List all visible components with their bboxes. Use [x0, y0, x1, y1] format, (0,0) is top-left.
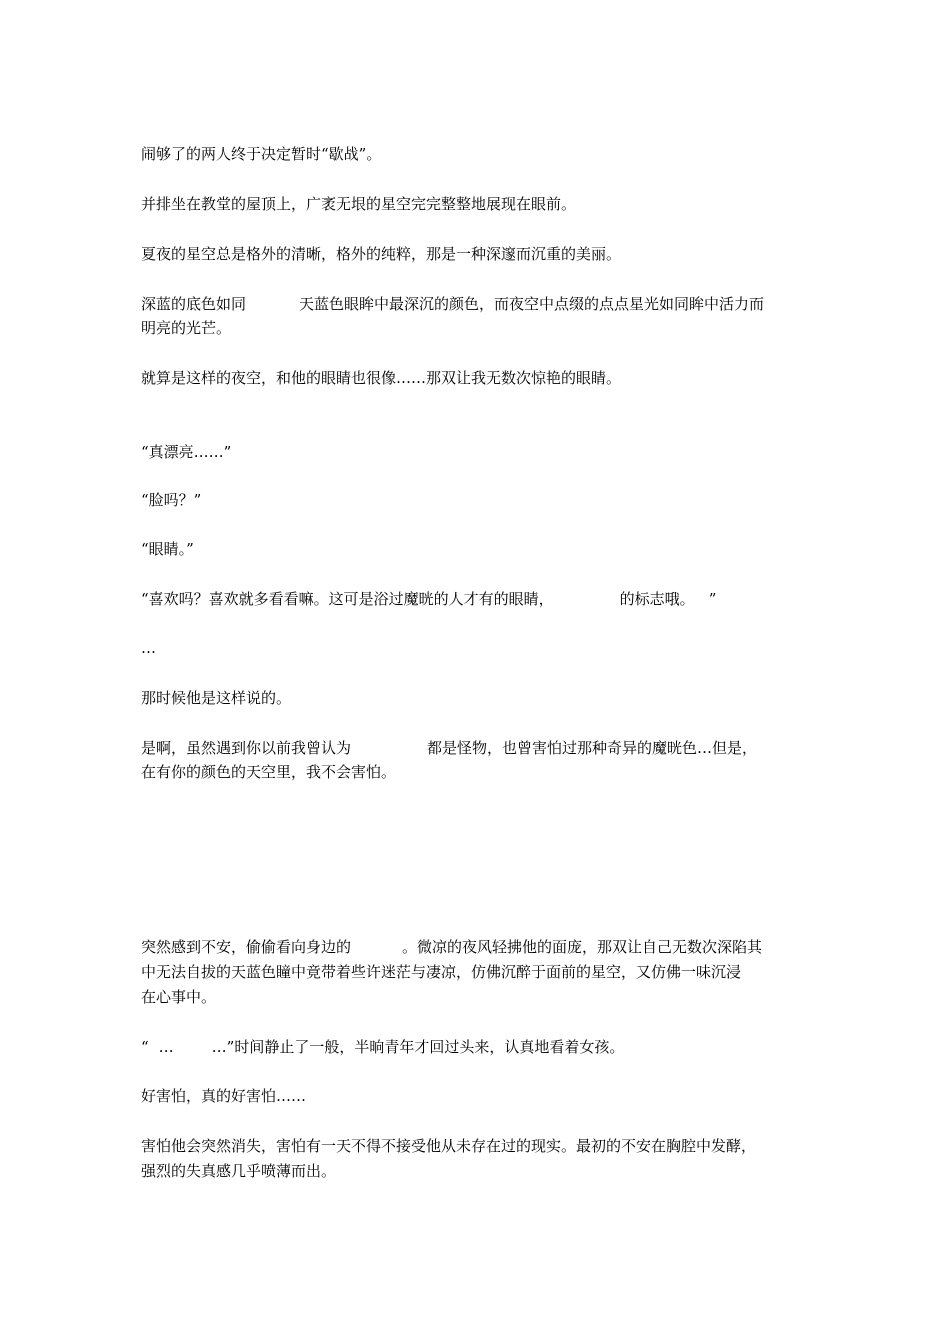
text-line: 那时候他是这样说的。 [141, 689, 292, 707]
text-line: “脸吗？” [141, 491, 202, 509]
text-line: 突然感到不安，偷偷看向身边的 [141, 938, 352, 956]
paragraph-11-line-1 [141, 1136, 821, 1156]
text-line: 在心事中。 [141, 988, 217, 1006]
text-line: 。微凉的夜风轻拂他的面庞，那双让自己无数次深陷其 [402, 938, 763, 956]
paragraph-8-line-2 [141, 962, 821, 982]
text-line: 在有你的颜色的天空里，我不会害怕。 [141, 763, 397, 781]
text-line: “ [141, 1038, 149, 1056]
paragraph-11-line-2 [141, 1161, 821, 1181]
paragraph-8-line-3 [141, 987, 821, 1007]
paragraph-4-line-2 [141, 318, 821, 338]
dialogue-2 [141, 490, 821, 510]
paragraph-6 [141, 688, 821, 708]
paragraph-8-line-1 [141, 937, 821, 957]
dialogue-1 [141, 442, 821, 462]
dialogue-3 [141, 539, 821, 559]
text-line: 夏夜的星空总是格外的清晰，格外的纯粹，那是一种深邃而沉重的美丽。 [141, 245, 622, 263]
text-line: ” [708, 590, 717, 608]
text-line: “喜欢吗？喜欢就多看看嘛。这可是浴过魔晄的人才有的眼睛， [141, 590, 554, 608]
text-line: 是啊，虽然遇到你以前我曾认为 [141, 739, 352, 757]
text-line: 闹够了的两人终于决定暂时“歇战”。 [141, 145, 382, 163]
text-line: …”时间静止了一般，半晌青年才回过头来，认真地看着女孩。 [211, 1038, 625, 1056]
text-line: 就算是这样的夜空，和他的眼睛也很像……那双让我无数次惊艳的眼睛。 [141, 369, 622, 387]
paragraph-2 [141, 194, 821, 214]
text-line: … [141, 639, 156, 657]
paragraph-4-line-1 [141, 294, 821, 314]
text-line: 中无法自拔的天蓝色瞳中竟带着些许迷茫与凄凉，仿佛沉醉于面前的星空，又仿佛一味沉浸 [141, 963, 742, 981]
paragraph-1 [141, 144, 821, 164]
text-line: 强烈的失真感几乎喷薄而出。 [141, 1162, 337, 1180]
text-line: … [158, 1038, 174, 1056]
dialogue-4 [141, 589, 821, 609]
text-line: 害怕他会突然消失，害怕有一天不得不接受他从未存在过的现实。最初的不安在胸腔中发酵， [141, 1137, 757, 1155]
paragraph-9 [141, 1037, 821, 1057]
text-line: “真漂亮……” [141, 443, 232, 461]
text-line: 明亮的光芒。 [141, 319, 232, 337]
text-line: 的标志哦。 [619, 590, 695, 608]
text-line: “眼睛。” [141, 540, 194, 558]
text-line: 好害怕，真的好害怕…… [141, 1087, 307, 1105]
text-line: 并排坐在教堂的屋顶上，广袤无垠的星空完完整整地展现在眼前。 [141, 195, 577, 213]
paragraph-3 [141, 244, 821, 264]
ellipsis-line [141, 638, 821, 658]
paragraph-7-line-2 [141, 762, 821, 782]
text-line: 深蓝的底色如同 [141, 295, 247, 313]
paragraph-7-line-1 [141, 738, 821, 758]
text-line: 天蓝色眼眸中最深沉的颜色，而夜空中点缀的点点星光如同眸中活力而 [299, 295, 765, 313]
text-line: 都是怪物，也曾害怕过那种奇异的魔晄色…但是， [427, 739, 758, 757]
paragraph-10 [141, 1086, 821, 1106]
paragraph-5 [141, 368, 821, 388]
